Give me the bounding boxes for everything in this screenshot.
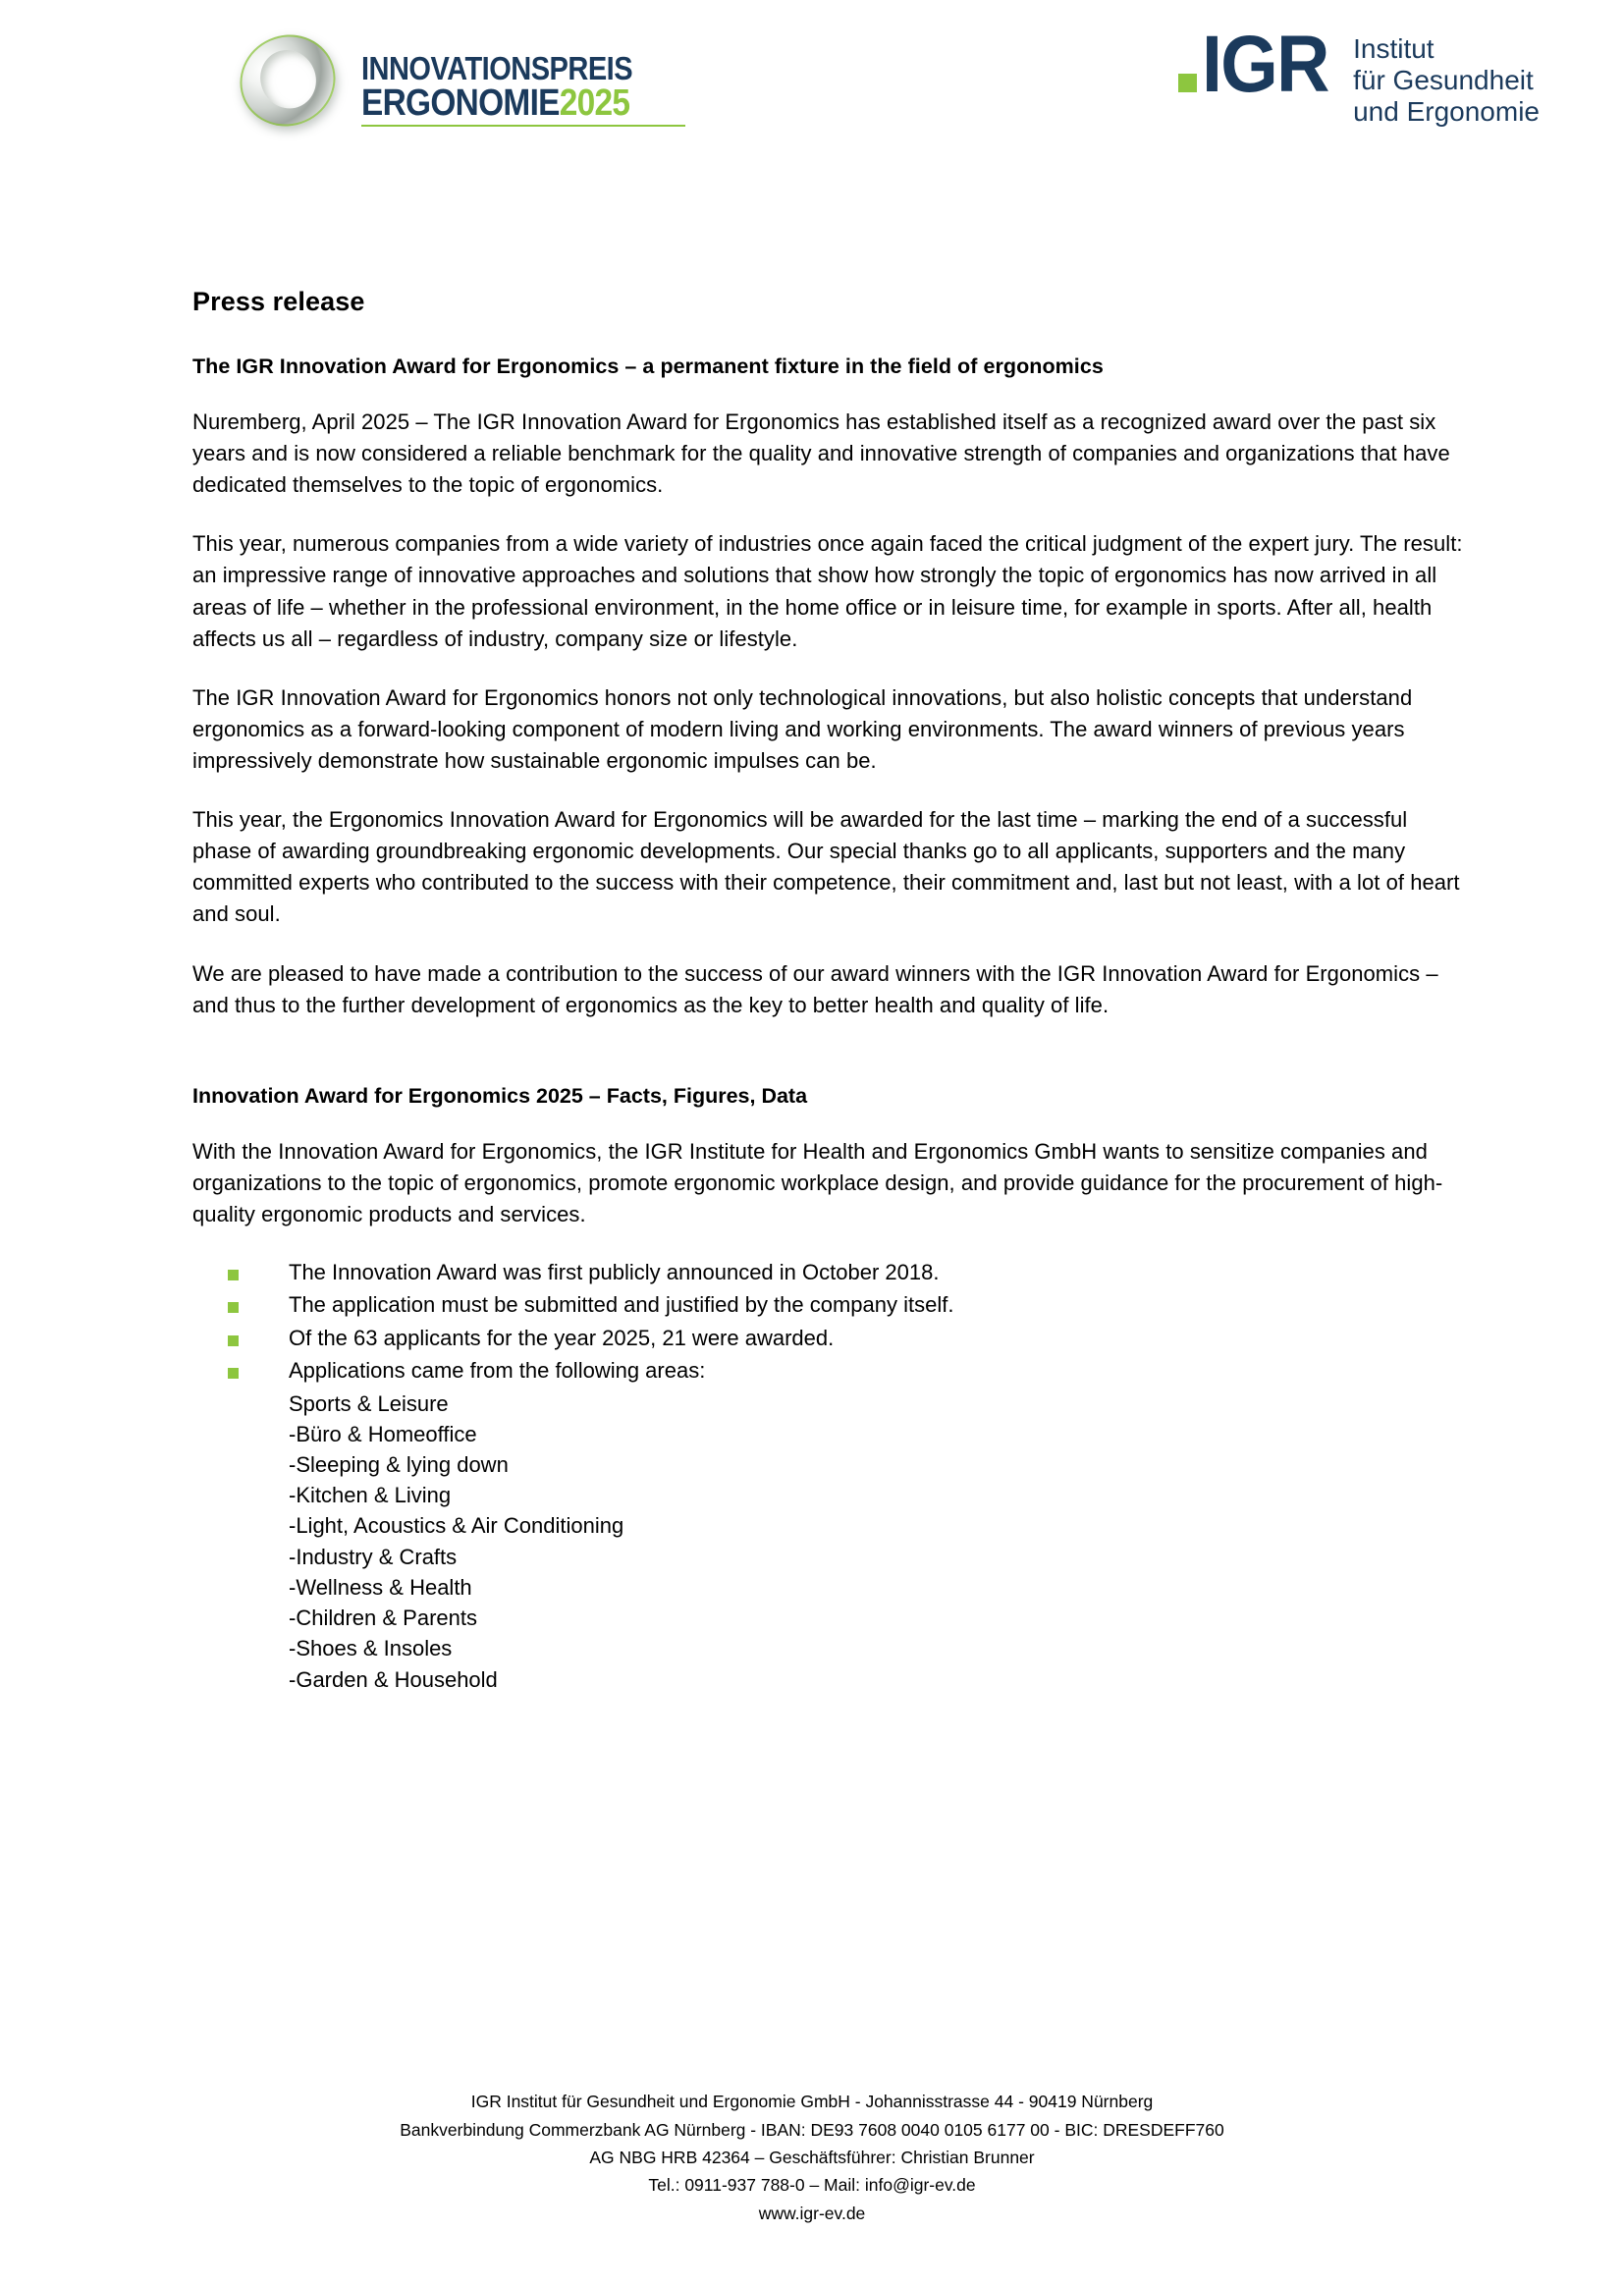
page-footer [0,2088,1624,2227]
footer-bank-details: Bankverbindung Commerzbank AG Nürnberg - IBAN: DE93 7608 0040 0105 6177 00 - BIC: DRESDEFF760 [400,2119,1224,2140]
institute-logo-subtitle-line3: und Ergonomie [1353,95,1540,127]
footer-registration: AG NBG HRB 42364 – Geschäftsführer: Christian Brunner [589,2147,1035,2167]
body-paragraph: The IGR Innovation Award for Ergonomics honors not only technological innovations, but also holistic concepts that understand ergonomics as a forward-looking component of modern living and working environments. The award winners of previous years impressively demonstrate how sustainable ergonomic impulses can be. [192,684,1413,773]
list-item-label: The Innovation Award was first publicly announced in October 2018. [289,1260,940,1285]
green-square-bullet-icon [228,1335,239,1346]
institute-logo-subtitle [1353,31,1540,128]
list-item [228,1258,1469,1287]
facts-intro-paragraph: With the Innovation Award for Ergonomics, the IGR Institute for Health and Ergonomics GmbH wants to sensitize companies and organizations to the topic of ergonomics, promote ergonomic workplace design, and provide guidance for the procurement of high-quality ergonomic products and services. [192,1138,1443,1226]
area-list-item: -Industry & Crafts [289,1544,458,1569]
igr-letters: IGR [1202,20,1328,109]
page-title: Press release [192,287,365,316]
list-item-label: Of the 63 applicants for the year 2025, 21 were awarded. [289,1325,835,1350]
document-subheading: The IGR Innovation Award for Ergonomics – a permanent fixture in the field of ergonomics [192,354,1104,378]
institute-logo [1178,20,1540,128]
igr-wordmark [1178,20,1339,109]
body-paragraph: This year, the Ergonomics Innovation Award for Ergonomics will be awarded for the last time – marking the end of a successful phase of awarding groundbreaking ergonomic developments. Our special thanks go to all applicants, supporters and the many committed experts who contributed to the success with their competence, their commitment and, last but not least, with a lot of heart and soul. [192,807,1460,927]
facts-bullet-list [192,1258,1469,1695]
institute-logo-subtitle-line1: Institut [1353,33,1435,64]
list-item [228,1356,1469,1695]
footer-website: www.igr-ev.de [758,2203,866,2223]
award-logo-line1: INNOVATIONSPREIS [361,49,633,86]
list-item [228,1324,1469,1353]
area-list-item: -Sleeping & lying down [289,1451,509,1477]
body-paragraph: Nuremberg, April 2025 – The IGR Innovation Award for Ergonomics has established itself as a recognized award over the past six years and is now considered a reliable benchmark for the quality and innovative strength of companies and organizations that have dedicated themselves to the topic of ergonomics. [192,409,1450,498]
green-square-bullet-icon [228,1302,239,1313]
area-list-item: Sports & Leisure [289,1390,449,1416]
document-body [192,287,1469,1698]
area-list-item: -Light, Acoustics & Air Conditioning [289,1513,624,1539]
footer-contact: Tel.: 0911-937 788-0 – Mail: info@igr-ev.de [648,2175,976,2196]
award-logo-year: 2025 [559,82,630,125]
section-spacer [192,1049,1469,1084]
award-logo-line2-word: ERGONOMIE [361,82,560,125]
area-list-item: -Kitchen & Living [289,1483,452,1508]
area-list-item: -Shoes & Insoles [289,1636,453,1661]
area-list-item: -Children & Parents [289,1606,477,1631]
institute-logo-subtitle-line2: für Gesundheit [1353,64,1534,95]
footer-address: IGR Institut für Gesundheit und Ergonomie GmbH - Johannisstrasse 44 - 90419 Nürnberg [470,2092,1154,2112]
ergonomics-ring-icon [232,22,348,137]
list-item [228,1290,1469,1320]
award-logo-line2 [361,82,646,125]
body-paragraph: This year, numerous companies from a wide variety of industries once again faced the critical judgment of the expert jury. The result: an impressive range of innovative approaches and solutions that show how strongly the topic of ergonomics has now arrived in all areas of life – whether in the professional environment, in the home office or in leisure time, for example in sports. After all, health affects us all – regardless of industry, company size or lifestyle. [192,531,1463,651]
body-paragraph: We are pleased to have made a contribution to the success of our award winners with the IGR Innovation Award for Ergonomics – and thus to the further development of ergonomics as the key to better health and quality of life. [192,960,1438,1017]
award-logo-text [361,32,685,127]
page-header [0,0,1624,177]
area-list-item: -Büro & Homeoffice [289,1421,477,1446]
application-areas-list [289,1388,1469,1695]
area-list-item: -Garden & Household [289,1666,498,1692]
award-logo-rule [361,125,685,127]
list-item-label: The application must be submitted and justified by the company itself. [289,1292,954,1318]
facts-section-heading: Innovation Award for Ergonomics 2025 – Facts, Figures, Data [192,1083,808,1108]
award-logo [232,22,685,137]
green-square-bullet-icon [228,1368,239,1379]
list-item-label: Applications came from the following areas: [289,1358,706,1384]
green-square-dot-icon [1178,74,1197,92]
area-list-item: -Wellness & Health [289,1574,472,1600]
green-square-bullet-icon [228,1270,239,1280]
